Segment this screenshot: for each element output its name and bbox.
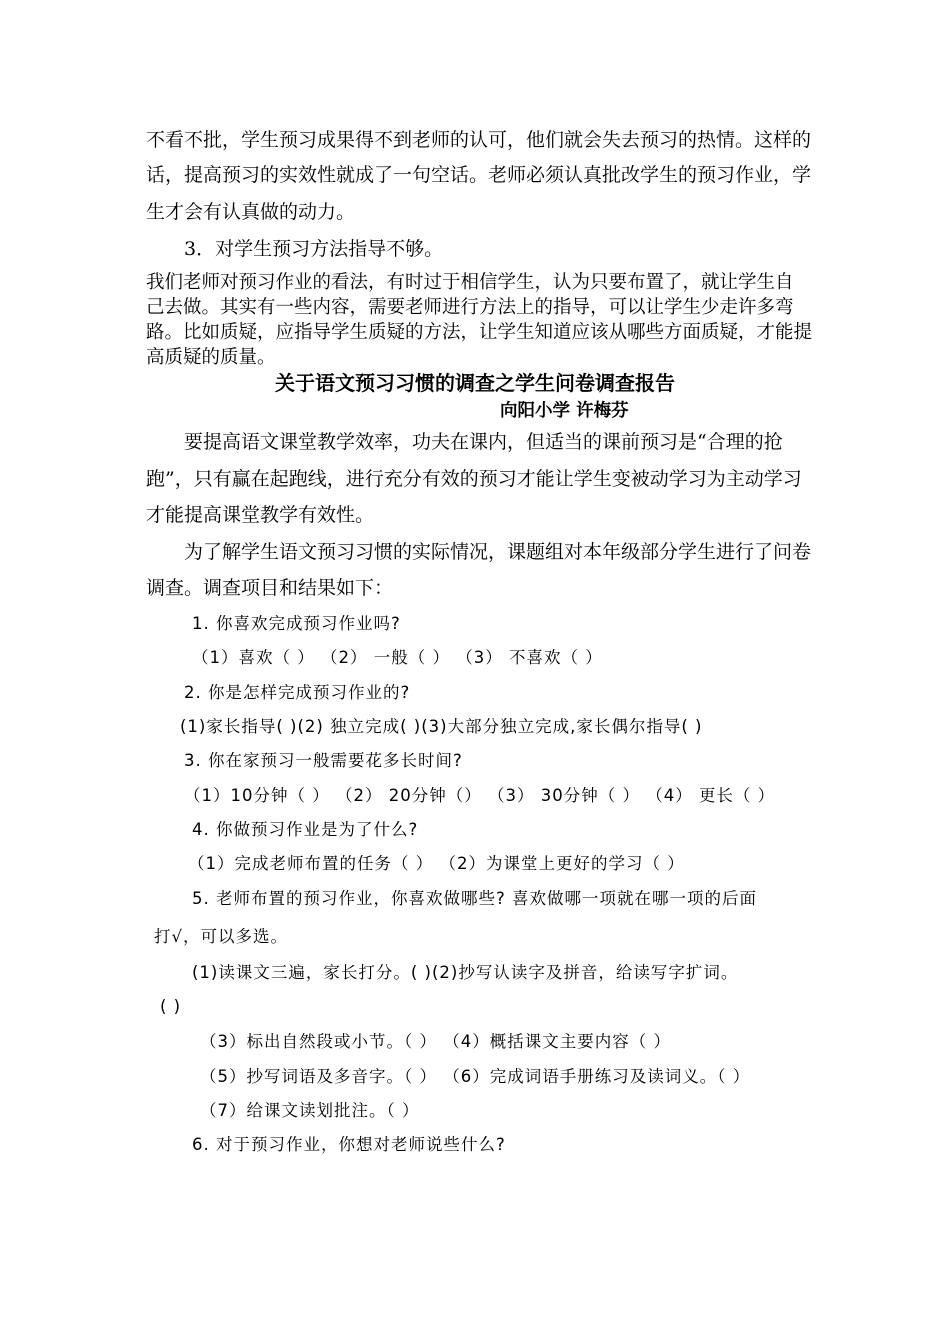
- question-3: 3. 你在家预习一般需要花多长时间?: [184, 751, 463, 770]
- question-2: 2. 你是怎样完成预习作业的?: [184, 683, 411, 702]
- question-3-options: （1）10分钟（ ） （2） 20分钟（） （3） 30分钟（ ） （4） 更长（ ）: [184, 786, 776, 805]
- question-5-options-1-cont: ( ): [160, 997, 182, 1016]
- intro-line-1: 不看不批，学生预习成果得不到老师的认可，他们就会失去预习的热情。这样的: [146, 129, 812, 151]
- report-p1-line-1: 要提高语文课堂教学效率，功夫在课内，但适当的课前预习是“合理的抢: [184, 431, 783, 453]
- report-title: 关于语文预习习惯的调查之学生问卷调查报告: [275, 371, 675, 395]
- section-3-line-3: 路。比如质疑，应指导学生质疑的方法，让学生知道应该从哪些方面质疑，才能提: [146, 322, 813, 343]
- report-author: 向阳小学 许梅芬: [500, 401, 629, 421]
- section-3-line-2: 己去做。其实有一些内容，需要老师进行方法上的指导，可以让学生少走许多弯: [146, 297, 794, 318]
- intro-line-2: 话，提高预习的实效性就成了一句空话。老师必须认真批改学生的预习作业，学: [146, 164, 812, 186]
- question-5-options-2: （3）标出自然段或小节。（ ） （4）概括课文主要内容（ ）: [200, 1032, 671, 1051]
- intro-line-3: 生才会有认真做的动力。: [146, 201, 356, 223]
- question-5-note: 打√，可以多选。: [154, 927, 289, 946]
- section-3-line-1: 我们老师对预习作业的看法，有时过于相信学生，认为只要布置了，就让学生自: [146, 272, 794, 293]
- question-1-options: （1）喜欢（ ） （2） 一般（ ） （3） 不喜欢（ ）: [192, 648, 603, 667]
- question-4: 4. 你做预习作业是为了什么?: [192, 820, 419, 839]
- report-p2-line-1: 为了解学生语文预习习惯的实际情况，课题组对本年级部分学生进行了问卷: [184, 541, 812, 563]
- question-5-options-3: （5）抄写词语及多音字。（ ） （6）完成词语手册练习及读词义。（ ）: [200, 1067, 751, 1086]
- question-5-options-1: (1)读课文三遍，家长打分。( )(2)抄写认读字及拼音，给读写字扩词。: [192, 963, 739, 982]
- question-4-options: （1）完成老师布置的任务（ ） （2）为课堂上更好的学习（ ）: [188, 854, 685, 873]
- question-1: 1. 你喜欢完成预习作业吗?: [192, 614, 401, 633]
- report-p1-line-3: 才能提高课堂教学有效性。: [146, 504, 375, 526]
- question-6: 6. 对于预习作业，你想对老师说些什么?: [192, 1135, 506, 1154]
- report-p1-line-2: 跑”，只有赢在起跑线，进行充分有效的预习才能让学生变被动学习为主动学习: [146, 468, 802, 490]
- section-3-line-4: 高质疑的质量。: [146, 347, 276, 368]
- section-3-heading: 3．对学生预习方法指导不够。: [184, 238, 444, 260]
- question-5: 5. 老师布置的预习作业，你喜欢做哪些? 喜欢做哪一项就在哪一项的后面: [192, 889, 757, 908]
- report-p2-line-2: 调查。调查项目和结果如下：: [146, 577, 394, 599]
- question-2-options: (1)家长指导( )(2) 独立完成( )(3)大部分独立完成,家长偶尔指导( ): [180, 717, 703, 736]
- question-5-options-4: （7）给课文读划批注。（ ）: [200, 1101, 420, 1120]
